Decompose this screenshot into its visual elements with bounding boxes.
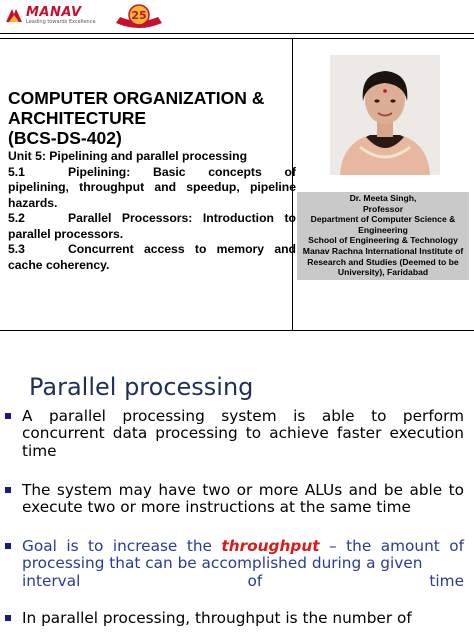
bullet-last-line: [22, 573, 464, 590]
faculty-info-box: [297, 192, 469, 280]
bullet-text-part: – the amount of processing that can be accomplished during a given: [22, 537, 464, 573]
bullet-text-part: Goal is to increase the: [22, 537, 222, 555]
logo-tagline: Leading towards Excellence: [26, 19, 96, 25]
portrait-image: [330, 55, 440, 175]
topic-text: Concurrent access to memory and cache coherency.: [8, 242, 296, 272]
course-title-line: ARCHITECTURE: [8, 108, 147, 128]
faculty-school: School of Engineering & Technology: [308, 235, 458, 246]
bullet-word: time: [429, 571, 464, 590]
topic-text: Parallel Processors: Introduction to parallel processors.: [8, 211, 296, 241]
course-title-line: COMPUTER ORGANIZATION &: [8, 88, 265, 108]
bullet-word: of: [247, 571, 263, 590]
faculty-photo: [330, 55, 440, 175]
topic-number: 5.2: [8, 211, 25, 225]
faculty-designation: Professor: [362, 203, 404, 214]
faculty-institute: Manav Rachna International Institute of Research and Studies (Deemed to be University), Faridabad: [302, 245, 464, 278]
badge-number: 25: [131, 9, 147, 22]
slide-title: Parallel processing: [29, 373, 254, 401]
anniversary-badge-icon: [112, 3, 166, 29]
topic-item: [8, 211, 296, 242]
unit-heading: Unit 5: Pipelining and parallel processing: [8, 149, 248, 163]
bullet-text: [22, 538, 464, 590]
bullet-square-icon: [5, 543, 11, 549]
course-code: (BCS-DS-402): [8, 128, 122, 148]
top-divider: [0, 33, 474, 34]
faculty-name: Dr. Meeta Singh,: [349, 193, 417, 203]
bottom-divider: [0, 330, 474, 331]
bullet-text: The system may have two or more ALUs and be able to execute two or more instructions at the same time: [22, 481, 464, 517]
faculty-department: Department of Computer Science & Engineering: [310, 214, 456, 235]
bullet-text: In parallel processing, throughput is the number of: [22, 609, 412, 627]
throughput-highlight: throughput: [221, 537, 320, 555]
logo-bar: [0, 0, 170, 32]
bullet-square-icon: [5, 413, 11, 419]
bullet-word: interval: [22, 571, 81, 590]
manav-rachna-logo: [4, 4, 108, 28]
logo-wordmark: MANAV: [26, 5, 82, 20]
topic-number: 5.1: [8, 164, 25, 179]
topic-text: Pipelining: Basic concepts of pipelining, throughput and speedup, pipeline hazards.: [8, 164, 296, 210]
bullet-square-icon: [5, 615, 11, 621]
bullet-square-icon: [5, 487, 11, 493]
course-title: [8, 88, 296, 148]
course-info: [8, 88, 296, 273]
content-slide: [0, 358, 474, 632]
topic-item: [8, 165, 296, 212]
topic-number: 5.3: [8, 242, 25, 256]
bullet-text: A parallel processing system is able to perform concurrent data processing to achieve faster execution time: [22, 407, 464, 460]
topic-item: [8, 242, 296, 273]
manav-rachna-emblem-icon: [4, 6, 24, 24]
top-divider-inner: [0, 38, 474, 39]
